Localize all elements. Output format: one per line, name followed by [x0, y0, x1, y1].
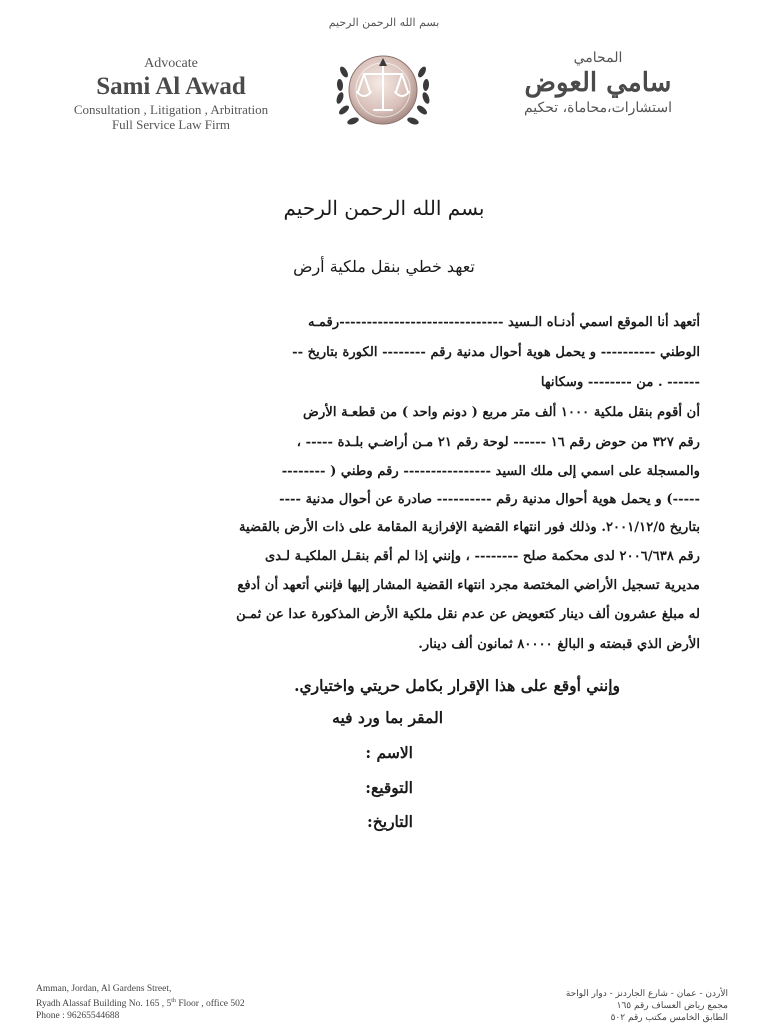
scales-of-justice-icon	[330, 44, 436, 140]
body-line: والمسجلة على اسمي إلى ملك السيد ---------------- رقم وطني ( --------	[281, 464, 700, 479]
footer-phone: Phone : 96265544688	[36, 1011, 120, 1021]
arabic-services: استشارات،محاماة، تحكيم	[523, 100, 673, 116]
body-line: الأرض الذي قبضته و البالغ ٨٠٠٠٠ ثمانون ألف دينار.	[418, 637, 700, 652]
body-line: -----) و يحمل هوية أحوال مدنية رقم ---------- صادرة عن أحوال مدنية ----	[279, 492, 700, 507]
body-line: له مبلغ عشرون ألف دينار كتعويض عن عدم نقل ملكية الأرض المذكورة عدا عن ثمـن	[236, 607, 700, 622]
footer-address-line	[36, 995, 245, 1010]
footer-address-line: مجمع رياض العساف رقم ١٦٥	[616, 1001, 728, 1011]
body-line: أن أقوم بنقل ملكية ١٠٠٠ ألف متر مربع ( دونم واحد ) من قطعـة الأرض	[303, 405, 700, 420]
signature-label: التوقيع:	[365, 778, 413, 797]
english-services: Consultation , Litigation , Arbitration	[73, 102, 269, 117]
body-line: بتاريخ ٢٠٠١/١٢/٥. وذلك فور انتهاء القضية الإفرازية المقامة على ذات الأرض بالقضية	[238, 520, 700, 535]
body-line: رقم ٢٠٠٦/٦٣٨ لدى محكمة صلح -------- ، وإنني إذا لم أقم بنقـل الملكيـة لـدى	[264, 549, 700, 564]
arabic-firm-name: سامي العوض	[524, 68, 672, 98]
signatory-label: المقر بما ورد فيه	[332, 708, 443, 727]
body-line: أتعهد أنا الموقع اسمي أدنـاه الـسيد ------------------------------رقمـه	[307, 315, 700, 330]
header-bismillah: بسم الله الرحمن الرحيم	[328, 16, 440, 29]
english-role: Advocate	[144, 56, 198, 71]
footer-floor-suffix: th	[171, 997, 176, 1004]
arabic-role: المحامي	[573, 50, 623, 66]
body-line: رقم ٣٢٧ من حوض رقم ١٦ ------ لوحة رقم ٢١ مـن أراضـي بلـدة ----- ،	[296, 435, 700, 450]
footer-arabic-address	[566, 988, 728, 1024]
document-basmala: بسم الله الرحمن الرحيم	[283, 196, 485, 220]
footer-address-line: Amman, Jordan, Al Gardens Street,	[36, 983, 172, 994]
declaration-line: وإنني أوقع على هذا الإقرار بكامل حريتي واختياري.	[294, 676, 620, 695]
footer-office: Floor , office 502	[175, 999, 245, 1009]
header-arabic-block	[488, 50, 708, 116]
english-firm-name: Sami Al Awad	[96, 73, 246, 100]
body-line: مديرية تسجيل الأراضي المختصة مجرد انتهاء القضية المشار إليها فإنني أتعهد أن أدفع	[237, 578, 700, 593]
document-subject: تعهد خطي بنقل ملكية أرض	[293, 257, 475, 276]
body-line: ------ . من -------- وسكانها	[540, 375, 700, 390]
footer-address-line: الأردن - عمان - شارع الجاردنز - دوار الواحة	[565, 989, 728, 999]
header-english-block	[56, 56, 286, 132]
name-label: الاسم :	[365, 743, 413, 762]
footer-address-line: الطابق الخامس مكتب رقم ٥٠٢	[610, 1013, 728, 1023]
footer-english-address	[36, 983, 245, 1022]
date-label: التاريخ:	[367, 812, 413, 831]
footer-building: Ryadh Alassaf Building No. 165 , 5	[36, 999, 172, 1009]
english-tagline: Full Service Law Firm	[111, 117, 231, 132]
body-line: الوطني ---------- و يحمل هوية أحوال مدنية رقم -------- الكورة بتاريخ --	[292, 345, 700, 360]
